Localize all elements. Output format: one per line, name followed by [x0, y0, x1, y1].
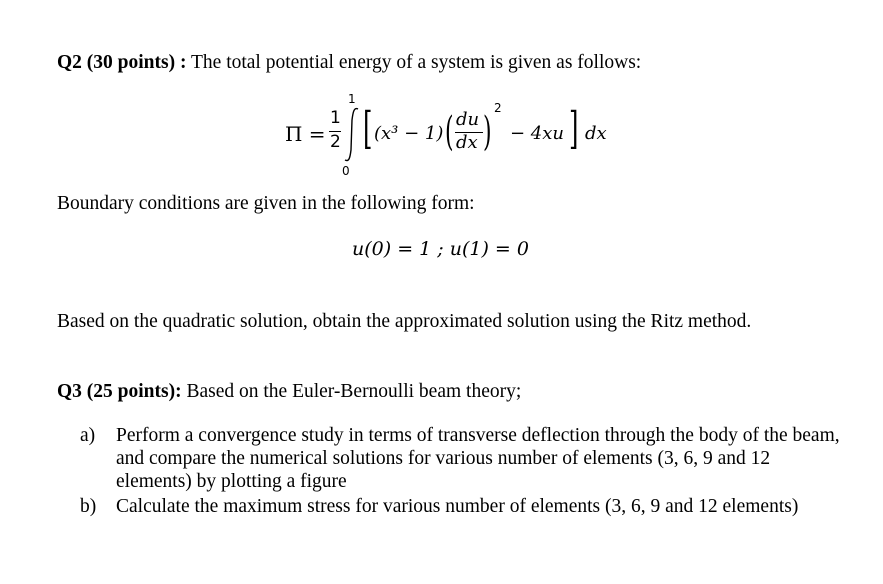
fraction-denominator: 2: [330, 132, 341, 152]
list-item-text: Perform a convergence study in terms of transverse deflection through the body of the beam, and compare the numerical solutions for various number of elements (3, 6, 9 and 12 elements) by plotting a figure: [116, 425, 840, 492]
derivative-denominator: dx: [456, 132, 478, 153]
boundary-conditions: u(0) = 1 ; u(1) = 0: [352, 238, 529, 260]
list-item-text: Calculate the maximum stress for various number of elements (3, 6, 9 and 12 elements): [116, 496, 799, 517]
q3-task-list: [80, 424, 840, 520]
integral-upper-limit: 1: [348, 92, 356, 106]
term-x-cubed-minus-one: (x³ − 1): [374, 123, 444, 144]
deriv-left-paren: (: [445, 109, 454, 155]
fraction-numerator: 1: [330, 108, 341, 128]
q2-heading: Q2 (30 points) :: [57, 52, 187, 73]
q2-intro: The total potential energy of a system is given as follows:: [191, 52, 642, 73]
list-item: [80, 424, 840, 493]
list-marker-b: b): [80, 496, 97, 517]
q3-title-line: [57, 381, 521, 403]
derivative-numerator: du: [456, 109, 480, 130]
deriv-right-paren: ): [483, 109, 492, 155]
derivative-exponent: 2: [494, 101, 502, 115]
term-minus-4xu: − 4xu: [510, 123, 564, 144]
potential-energy-equation: [285, 92, 615, 192]
list-marker-a: a): [80, 425, 96, 446]
list-item: [80, 495, 840, 518]
bc-intro: Boundary conditions are given in the following form:: [57, 193, 475, 214]
left-bracket: [: [363, 103, 373, 154]
differential-dx: dx: [585, 123, 607, 144]
q2-title-line: [57, 52, 641, 74]
q3-heading: Q3 (25 points):: [57, 381, 182, 402]
integral-lower-limit: 0: [342, 164, 350, 178]
integral-sign-icon: [341, 106, 363, 164]
right-bracket: ]: [569, 103, 579, 154]
q2-task: Based on the quadratic solution, obtain the approximated solution using the Ritz method.: [57, 311, 752, 332]
q3-intro: Based on the Euler-Bernoulli beam theory;: [186, 381, 522, 402]
pi-symbol: Π =: [285, 122, 326, 146]
